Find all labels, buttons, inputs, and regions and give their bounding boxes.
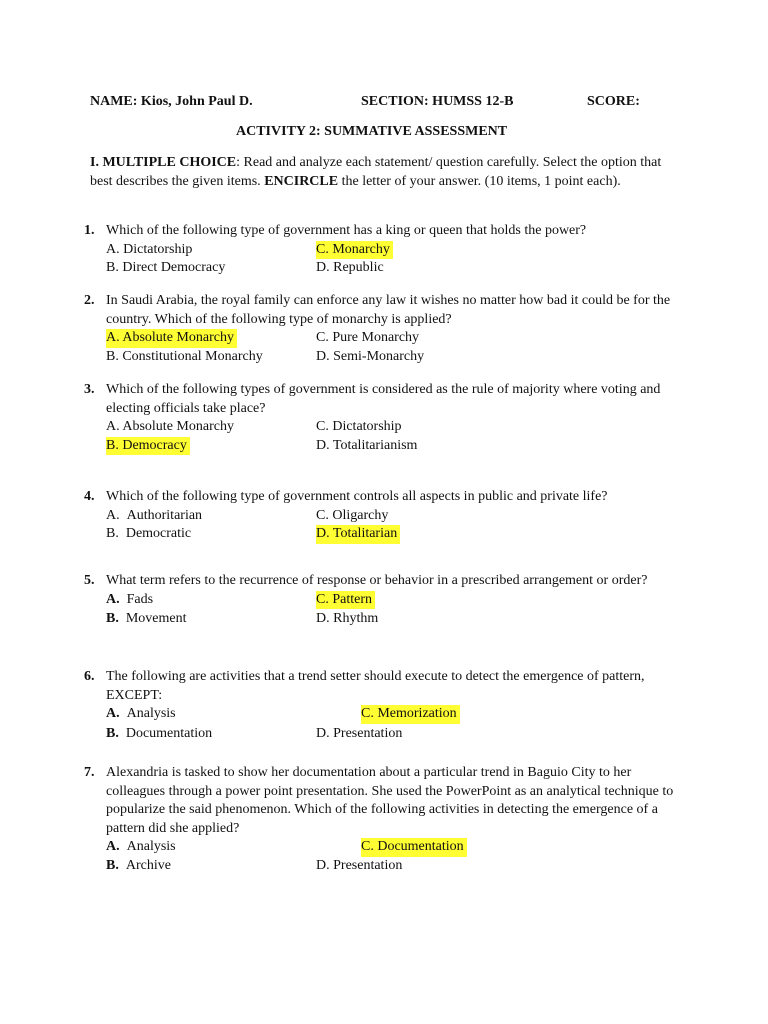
option-d[interactable]: D. Presentation (316, 725, 403, 741)
option-d-answer[interactable]: D. Totalitarian (316, 525, 400, 544)
option-d[interactable]: D. Republic (316, 260, 384, 275)
option-c-answer[interactable]: C. Memorization (361, 705, 460, 724)
instructions-text-1: : Read and analyze each statement/ question carefully. Select the option that best describes the given items. (90, 155, 662, 189)
question-number: 7. (84, 765, 95, 780)
option-a[interactable]: A. Dictatorship (106, 241, 193, 257)
option-a-answer[interactable]: A. Absolute Monarchy (106, 329, 237, 348)
score-label: SCORE: (587, 94, 640, 109)
option-b-answer[interactable]: B. Democracy (106, 437, 190, 456)
option-b[interactable]: B. Archive (106, 858, 171, 873)
question-number: 5. (84, 573, 95, 588)
section-label: SECTION: HUMSS 12-B (361, 94, 514, 109)
options (106, 507, 684, 544)
question-number: 1. (84, 223, 95, 238)
options (106, 418, 684, 455)
option-c[interactable]: C. Pure Monarchy (316, 330, 420, 345)
question-3 (84, 381, 684, 455)
activity-title: ACTIVITY 2: SUMMATIVE ASSESSMENT (236, 124, 508, 139)
option-c-answer[interactable]: C. Pattern (316, 591, 375, 610)
question-text: Which of the following type of government has a king or queen that holds the power? (106, 223, 587, 238)
part-label: I. MULTIPLE CHOICE (90, 155, 237, 170)
options (106, 591, 684, 628)
option-b[interactable]: B. Direct Democracy (106, 260, 226, 275)
option-a[interactable]: A. Analysis (106, 839, 176, 854)
question-1 (84, 222, 684, 278)
option-a[interactable]: A. Authoritarian (106, 507, 203, 523)
question-6 (84, 668, 684, 742)
question-5 (84, 572, 684, 628)
option-c-answer[interactable]: C. Documentation (361, 838, 467, 857)
question-number: 3. (84, 382, 95, 397)
question-number: 4. (84, 489, 95, 504)
option-c-answer[interactable]: C. Monarchy (316, 241, 393, 260)
option-d[interactable]: D. Presentation (316, 858, 403, 873)
question-text: In Saudi Arabia, the royal family can enforce any law it wishes no matter how bad it could be for the country. Which of the following type of monarchy is applied? (106, 293, 671, 327)
option-a[interactable]: A. Fads (106, 591, 154, 607)
option-b[interactable]: B. Movement (106, 611, 187, 626)
options (106, 329, 684, 366)
question-text: Alexandria is tasked to show her documentation about a particular trend in Baguio City to her colleagues through a power point presentation. She used the PowerPoint as an analytical technique to popularize the said phenomenon. Which of the following activities in detecting the emergence of a pattern did she applied? (106, 765, 674, 836)
instructions (90, 153, 680, 191)
option-b[interactable]: B. Constitutional Monarchy (106, 348, 263, 364)
question-text: Which of the following types of government is considered as the rule of majority where voting and electing officials take place? (106, 382, 661, 416)
options (106, 838, 684, 875)
option-d[interactable]: D. Semi-Monarchy (316, 348, 425, 364)
option-b[interactable]: B. Documentation (106, 725, 213, 741)
instructions-text-2: the letter of your answer. (10 items, 1 point each). (338, 174, 621, 189)
option-c[interactable]: C. Oligarchy (316, 507, 389, 523)
instructions-emphasis: ENCIRCLE (264, 174, 339, 189)
option-b[interactable]: B. Democratic (106, 526, 192, 541)
question-4 (84, 488, 684, 544)
option-c[interactable]: C. Dictatorship (316, 419, 402, 434)
question-7 (84, 764, 684, 875)
option-d[interactable]: D. Rhythm (316, 611, 379, 626)
question-number: 6. (84, 669, 95, 684)
options (106, 705, 684, 742)
question-text: The following are activities that a trend setter should execute to detect the emergence of pattern, EXCEPT: (106, 669, 645, 703)
question-number: 2. (84, 293, 95, 308)
option-a[interactable]: A. Absolute Monarchy (106, 419, 234, 434)
question-text: What term refers to the recurrence of response or behavior in a prescribed arrangement or order? (106, 573, 648, 588)
student-name: NAME: Kios, John Paul D. (90, 94, 253, 109)
question-text: Which of the following type of government controls all aspects in public and private life? (106, 489, 608, 504)
question-2 (84, 292, 684, 366)
options (106, 241, 684, 278)
option-d[interactable]: D. Totalitarianism (316, 437, 418, 453)
option-a[interactable]: A. Analysis (106, 706, 176, 721)
